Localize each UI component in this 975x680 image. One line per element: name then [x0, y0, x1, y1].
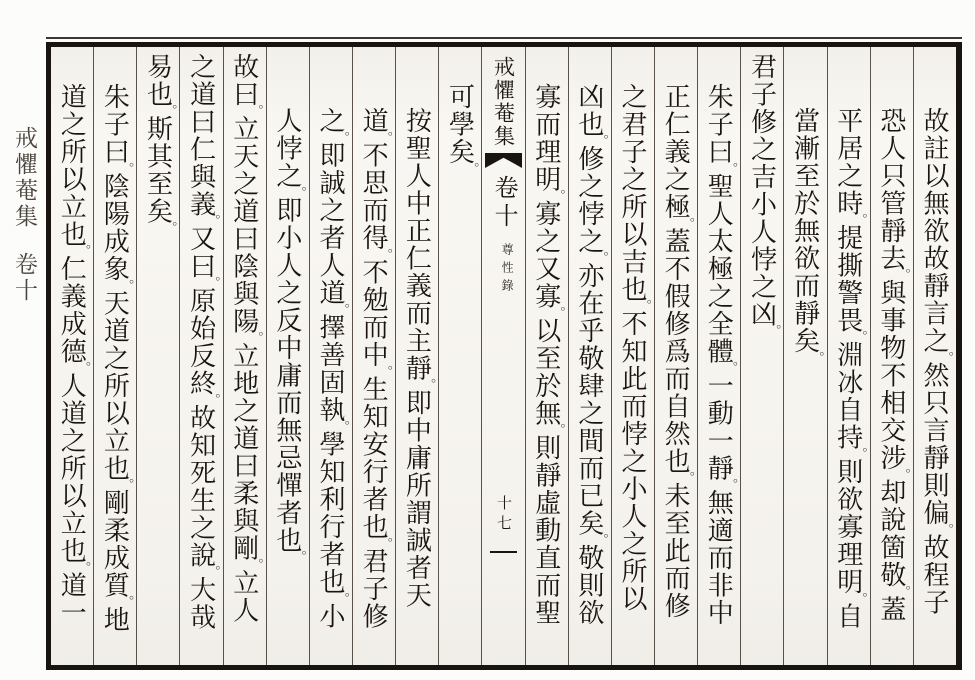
reading-mark: 。: [463, 161, 479, 175]
reading-mark: 。: [290, 185, 306, 199]
reading-mark: 。: [118, 478, 134, 491]
reading-mark: 。: [592, 251, 608, 264]
reading-mark: 。: [377, 364, 393, 378]
reading-mark: 。: [636, 299, 652, 312]
reading-mark: 。: [75, 361, 91, 374]
reading-mark: 。: [204, 393, 220, 406]
text-column: 朱子曰。陰陽成象。天道之所以立也。剛柔成質。地: [93, 47, 136, 665]
reading-mark: 。: [722, 161, 738, 175]
reading-mark: 。: [204, 214, 220, 227]
banxin-column: [481, 47, 524, 665]
text-column: 凶也。修之悖之。亦在乎敬肆之間而已矣。敬則欲: [568, 47, 611, 665]
reading-mark: 。: [290, 550, 306, 563]
text-column: 易也。斯其至矣。: [136, 47, 179, 665]
reading-mark: 。: [765, 324, 781, 337]
text-column: 恐人只管靜去。與事物不相交涉。却說箇敬。蓋: [870, 47, 913, 665]
reading-mark: 。: [75, 244, 91, 257]
reading-mark: 。: [722, 361, 738, 374]
banxin-page-number: 十七: [495, 495, 514, 535]
reading-mark: 。: [247, 104, 263, 117]
text-columns-area: [51, 47, 956, 665]
reading-mark: 。: [592, 134, 608, 147]
reading-mark: 。: [722, 478, 738, 491]
reading-mark: 。: [118, 278, 134, 292]
reading-mark: 。: [75, 560, 91, 574]
reading-mark: 。: [851, 330, 867, 343]
text-column: 之君子之所以吉也。不知此而悖之小人之所以: [611, 47, 654, 665]
margin-volume-label: 卷十: [11, 252, 37, 304]
reading-mark: 。: [334, 419, 350, 433]
text-column: 之道曰仁與義。又曰。原始反終。故知死生之說。大哉: [179, 47, 222, 665]
reading-mark: 。: [549, 306, 565, 319]
reading-mark: 。: [894, 467, 910, 481]
reading-mark: 。: [247, 331, 263, 344]
reading-mark: 。: [334, 302, 350, 316]
text-column: 當漸至於無欲而靜矣。: [783, 47, 826, 665]
text-column: 寡而理明。寡之又寡。以至於無。則靜虛動直而聖: [525, 47, 568, 665]
text-column: 道之所以立也。仁義成德。人道之所以立也。道一: [56, 83, 91, 627]
spine-margin-label: [8, 126, 41, 666]
reading-mark: 。: [377, 130, 393, 144]
text-column: 可學矣。: [438, 47, 481, 665]
reading-mark: 。: [938, 350, 953, 364]
reading-mark: 。: [334, 130, 350, 144]
reading-mark: 。: [549, 423, 565, 436]
reading-mark: 。: [851, 447, 867, 460]
reading-mark: 。: [377, 536, 393, 550]
text-column: 朱子曰。聖人太極之全體。一動一靜。無適而非中: [697, 47, 740, 665]
text-column: 按聖人中正仁義而主靜。即中庸所謂誠者天: [395, 47, 438, 665]
reading-mark: 。: [592, 533, 608, 546]
reading-mark: 。: [679, 471, 695, 484]
reading-mark: 。: [894, 268, 910, 281]
banxin-volume-label: 卷十: [490, 175, 519, 231]
banxin-book-title: 戒懼菴集: [491, 56, 516, 148]
text-column: 人悖之。即小人之反中庸而無忌憚者也。: [266, 47, 309, 665]
text-column: 之。即誠之者人道。擇善固執。學知利行者也。小: [309, 47, 352, 665]
reading-mark: 。: [118, 595, 134, 608]
reading-mark: 。: [420, 378, 436, 391]
reading-mark: 。: [679, 216, 695, 230]
reading-mark: 。: [549, 189, 565, 202]
reading-mark: 。: [851, 213, 867, 226]
reading-mark: 。: [161, 221, 177, 234]
text-column: 道。不思而得。不勉而中。生知安行者也。君子修: [352, 47, 395, 665]
text-column: 故曰。立天之道曰陰與陽。立地之道曰柔與剛。立人: [223, 47, 266, 665]
reading-mark: 。: [247, 558, 263, 571]
text-column: 平居之時。提撕警畏。淵冰自持。則欲寡理明。自: [827, 47, 870, 665]
reading-mark: 。: [377, 247, 393, 261]
reading-mark: 。: [334, 591, 350, 605]
reading-mark: 。: [894, 584, 910, 598]
margin-book-title: 戒懼菴集: [11, 126, 37, 230]
fishtail-icon: [485, 153, 522, 168]
reading-mark: 。: [204, 276, 220, 289]
banxin-section-label: 尊性錄: [500, 243, 515, 297]
reading-mark: 。: [938, 522, 953, 536]
reading-mark: 。: [808, 350, 824, 364]
text-column: 故註以無欲故靜言之。然只言靜則偏。故程子: [913, 47, 956, 665]
reading-mark: 。: [204, 565, 220, 578]
reading-mark: 。: [118, 161, 134, 175]
banxin-divider-line: [490, 551, 518, 553]
page-frame: [46, 42, 962, 670]
text-column: 君子修之吉小人悖之凶。: [740, 47, 783, 665]
text-column: 正仁義之極。蓋不假修爲而自然也。未至此而修: [654, 47, 697, 665]
reading-mark: 。: [851, 591, 867, 605]
reading-mark: 。: [161, 104, 177, 117]
